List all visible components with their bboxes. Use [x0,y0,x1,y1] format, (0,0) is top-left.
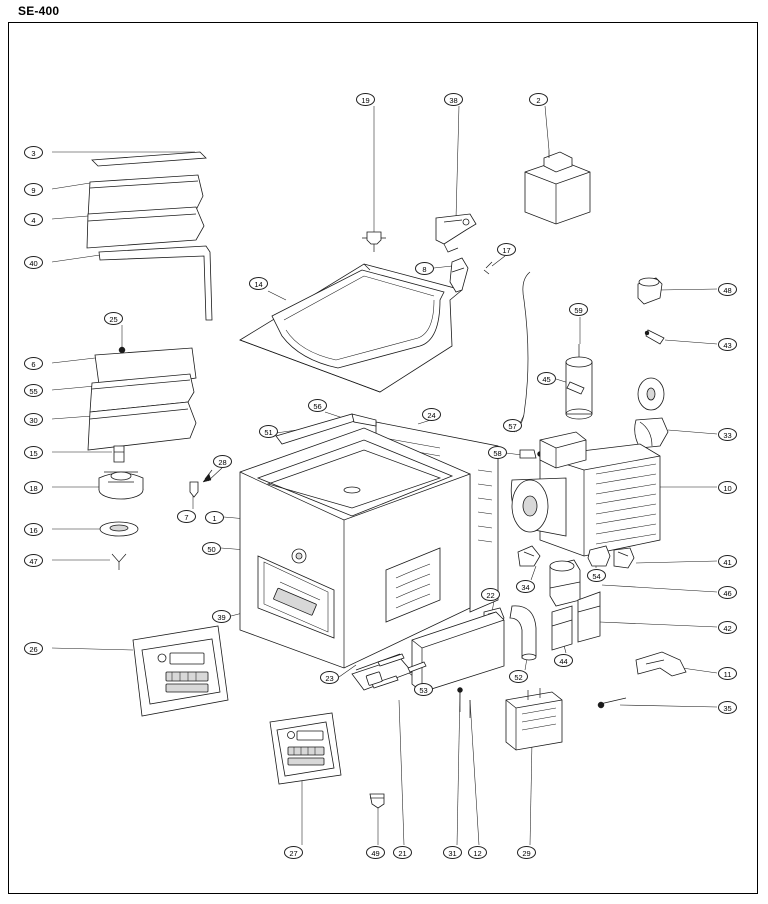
callout-balloon: 58 [488,446,507,459]
callout-balloon: 14 [249,277,268,290]
callout-balloon: 22 [481,588,500,601]
callout-balloon: 30 [24,413,43,426]
callout-balloon: 46 [718,586,737,599]
callout-balloon: 43 [718,338,737,351]
callout-balloon: 17 [497,243,516,256]
callout-balloon: 10 [718,481,737,494]
callout-balloon: 23 [320,671,339,684]
callout-balloon: 47 [24,554,43,567]
callout-balloon: 25 [104,312,123,325]
callout-balloon: 1 [205,511,224,524]
callout-balloon: 57 [503,419,522,432]
page-title: SE-400 [18,4,60,18]
callout-balloon: 12 [468,846,487,859]
callout-balloon: 21 [393,846,412,859]
callout-balloon: 59 [569,303,588,316]
callout-balloon: 41 [718,555,737,568]
callout-balloon: 4 [24,213,43,226]
callout-balloon: 44 [554,654,573,667]
callout-balloon: 50 [202,542,221,555]
callout-balloon: 8 [415,262,434,275]
callout-balloon: 18 [24,481,43,494]
callout-balloon: 54 [587,569,606,582]
callout-balloon: 33 [718,428,737,441]
callout-balloon: 49 [366,846,385,859]
callout-balloon: 11 [718,667,737,680]
callout-balloon: 26 [24,642,43,655]
callout-balloon: 35 [718,701,737,714]
callout-balloon: 53 [414,683,433,696]
callout-balloon: 51 [259,425,278,438]
callout-balloon: 48 [718,283,737,296]
callout-balloon: 6 [24,357,43,370]
callout-balloon: 38 [444,93,463,106]
callout-balloon: 19 [356,93,375,106]
callout-balloon: 55 [24,384,43,397]
callout-balloon: 40 [24,256,43,269]
callout-balloon: 29 [517,846,536,859]
callout-balloon: 56 [308,399,327,412]
callout-balloon: 9 [24,183,43,196]
callout-balloon: 42 [718,621,737,634]
callout-balloon: 39 [212,610,231,623]
callout-balloon: 27 [284,846,303,859]
callout-balloon: 16 [24,523,43,536]
callout-balloon: 7 [177,510,196,523]
callout-balloon: 52 [509,670,528,683]
callout-balloon: 31 [443,846,462,859]
callout-balloon: 34 [516,580,535,593]
callout-balloon: 24 [422,408,441,421]
callout-balloon: 15 [24,446,43,459]
callout-balloon: 45 [537,372,556,385]
callout-balloon: 28 [213,455,232,468]
callout-balloon: 3 [24,146,43,159]
callout-balloon: 2 [529,93,548,106]
